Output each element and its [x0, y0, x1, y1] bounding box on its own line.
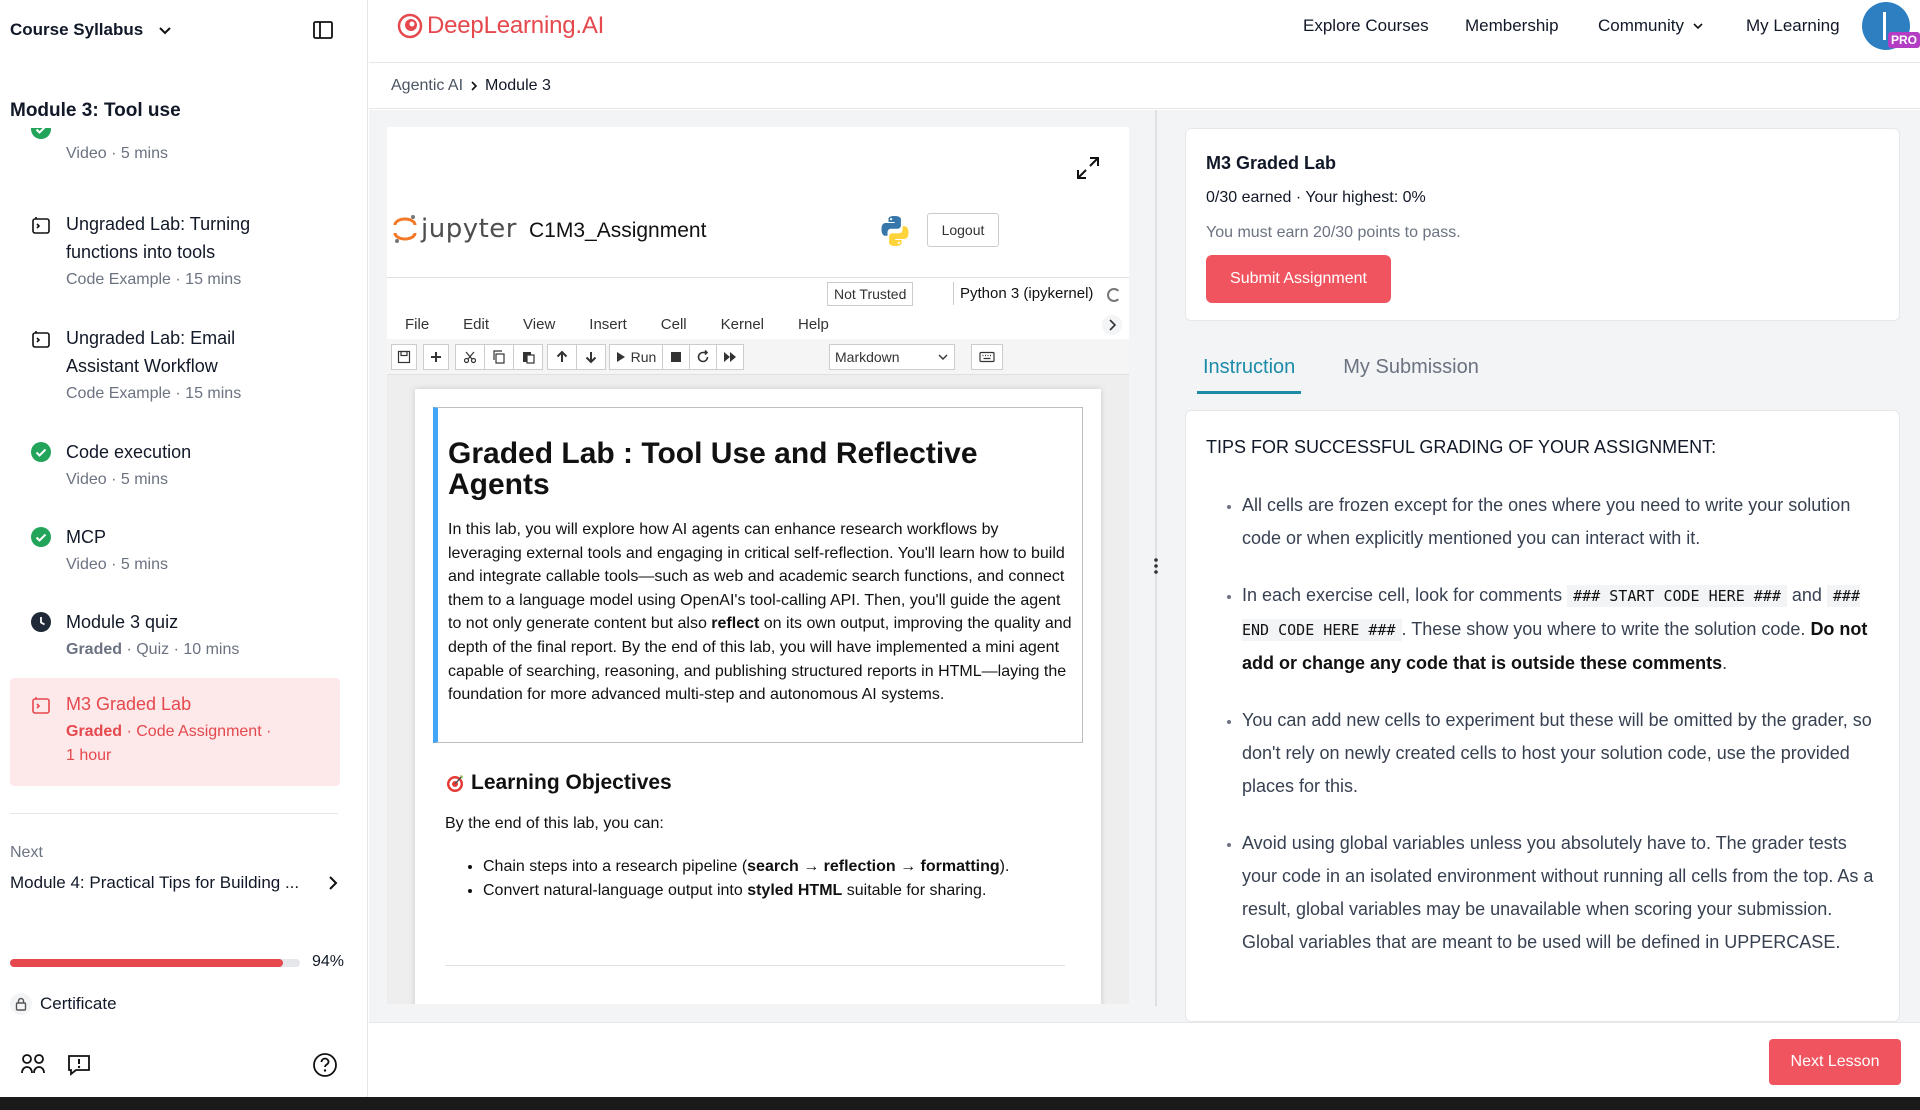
refresh-icon	[696, 350, 710, 364]
certificate-label: Certificate	[40, 994, 117, 1013]
tip2-text-d: .	[1722, 653, 1728, 673]
top-navigation	[369, 0, 1920, 63]
interrupt-button[interactable]	[662, 344, 690, 370]
logout-button[interactable]: Logout	[927, 213, 999, 247]
chevron-right-icon	[326, 875, 340, 891]
sidebar-divider	[10, 813, 338, 814]
cell-text-1: In this lab, you will explore how AI agents can enhance research workflows by leveraging external tools and engaging in critical self-reflection. You'll learn how to build and integrate callable tools—such as web and academic search functions, and connect them to a language model using OpenAI's tool-calling API. Then, you'll guide the agent to not only generate content but also	[448, 521, 1065, 633]
obj2-post: suitable for sharing.	[842, 882, 987, 899]
obj1-bold: search → reflection → formatting	[747, 858, 1000, 875]
cell-text-bold: reflect	[711, 615, 760, 633]
lab-icon	[30, 329, 52, 351]
clock-icon	[30, 611, 52, 633]
section-divider	[445, 965, 1065, 966]
jupyter-logo-icon	[393, 213, 417, 245]
fast-forward-icon	[723, 351, 737, 363]
cell-type-value: Markdown	[835, 349, 900, 365]
list-item: • Avoid using global variables unless you absolutely have to. The grader tests your code in an isolated environment without running all cells from the top. As a result, global variables may be unavailable when scoring your submission. Global variables that are meant to be used will be defined in UPPERCASE.	[1242, 827, 1884, 959]
lab-icon	[30, 215, 52, 237]
plus-icon	[429, 350, 443, 364]
syllabus-title[interactable]: Course Syllabus	[10, 20, 144, 39]
cut-button[interactable]	[455, 344, 485, 370]
kernel-status-icon	[1107, 288, 1121, 302]
trust-indicator[interactable]: Not Trusted	[827, 282, 913, 306]
sidebar-item-meta: Video · 5 mins	[66, 471, 168, 488]
obj2-bold: styled HTML	[747, 882, 843, 899]
scissors-icon	[463, 350, 477, 364]
end-code-marker: ### END CODE HERE ###	[1242, 587, 1860, 639]
course-progress-percent: 94%	[312, 953, 345, 970]
move-up-button[interactable]	[547, 344, 577, 370]
submit-assignment-button[interactable]: Submit Assignment	[1206, 255, 1391, 303]
sidebar-item-meta: Code Example · 15 mins	[66, 385, 242, 402]
command-palette-button[interactable]	[971, 344, 1003, 370]
arrow-up-icon	[555, 350, 569, 364]
kernel-indicator[interactable]: Python 3 (ipykernel)	[953, 282, 1099, 305]
sidebar-toggle-icon[interactable]	[312, 19, 334, 41]
chevron-down-icon[interactable]	[157, 22, 173, 38]
syllabus-list	[10, 128, 340, 788]
drag-handle-icon[interactable]	[1151, 556, 1161, 576]
avatar[interactable]	[1862, 2, 1918, 50]
chevron-right-icon[interactable]	[1101, 314, 1123, 336]
breadcrumb-bar	[369, 64, 1920, 109]
tab-my-submission[interactable]: My Submission	[1343, 356, 1479, 378]
breadcrumb-current: Module 3	[485, 77, 551, 94]
module-title: Module 3: Tool use	[10, 100, 181, 121]
python-logo-icon	[877, 213, 913, 249]
sidebar-item-title: Ungraded Lab: Turning	[66, 214, 251, 234]
menu-file[interactable]: File	[405, 316, 430, 333]
arrow-down-icon	[584, 350, 598, 364]
jupyter-header	[393, 213, 1123, 253]
course-progress-fill	[10, 959, 283, 967]
logo-text: DeepLearning.AI	[427, 12, 605, 39]
next-module-link[interactable]	[10, 870, 340, 896]
save-icon	[397, 350, 411, 364]
tab-instruction[interactable]: Instruction	[1197, 354, 1301, 394]
sidebar-item-title: Code execution	[66, 442, 192, 462]
avatar-initial	[1883, 12, 1886, 40]
menu-insert[interactable]: Insert	[589, 316, 627, 333]
sidebar-item-meta	[66, 720, 316, 744]
keyboard-icon	[979, 351, 995, 363]
pro-badge: PRO	[1888, 32, 1920, 48]
cell-text-2: on its own output, improving the quality and depth of the final report. By the end of this lab, you will have implemented a mini agent capable of searching, reasoning, and publishing structured reports in HTML—laying the foundation for more advanced multi-step and autonomous AI systems.	[448, 615, 1072, 704]
next-label: Next	[10, 844, 43, 861]
sidebar-item-meta-text: · Quiz · 10 mins	[122, 641, 240, 658]
paste-icon	[521, 350, 535, 364]
copy-icon	[492, 350, 506, 364]
sidebar-item-ungraded-lab-email[interactable]	[10, 324, 340, 424]
cell-type-select[interactable]	[829, 344, 955, 370]
list-item	[483, 855, 1009, 879]
sidebar-item-title-line2: functions into tools	[66, 242, 216, 262]
check-circle-icon	[30, 441, 52, 463]
lesson-footer	[369, 1022, 1920, 1097]
cell-description	[448, 518, 1074, 707]
graded-lab-card	[1185, 128, 1900, 321]
deeplearning-logo[interactable]	[397, 12, 604, 40]
list-item	[483, 879, 1009, 903]
next-module-title: Module 4: Practical Tips for Building ...	[10, 873, 300, 892]
run-button[interactable]	[609, 344, 663, 370]
feedback-icon[interactable]	[66, 1052, 92, 1078]
instructions-panel	[1185, 410, 1900, 1022]
copy-button[interactable]	[484, 344, 514, 370]
course-progress-bar	[10, 959, 300, 967]
jupyter-menubar	[387, 277, 1129, 343]
nav-my-learning[interactable]: My Learning	[1746, 16, 1840, 35]
obj1-pre: Chain steps into a research pipeline (	[483, 858, 748, 875]
run-label: Run	[630, 349, 657, 365]
sidebar-item-partial[interactable]	[10, 128, 340, 168]
chevron-right-icon	[469, 80, 479, 92]
lab-score: 0/30 earned · Your highest: 0%	[1206, 189, 1426, 206]
jupyter-toolbar	[387, 339, 1129, 375]
next-lesson-button[interactable]: Next Lesson	[1769, 1039, 1901, 1085]
play-icon	[616, 351, 626, 363]
graded-label: Graded	[66, 641, 123, 658]
tip2-warning: Do not add or change any code that is outside these comments	[1242, 619, 1868, 673]
tip2-text-a: In each exercise cell, look for comments	[1242, 585, 1568, 605]
sidebar-item-title: Ungraded Lab: Email	[66, 328, 236, 348]
check-circle-icon	[30, 526, 52, 548]
lesson-content	[369, 110, 1920, 1022]
menu-kernel[interactable]: Kernel	[720, 316, 764, 333]
lab-title: M3 Graded Lab	[1206, 153, 1337, 173]
check-circle-icon	[30, 128, 52, 140]
certificate-link[interactable]	[10, 993, 117, 1015]
sidebar-item-meta-line2: 1 hour	[66, 747, 112, 764]
logo-mark-icon	[397, 13, 423, 39]
tip2-text-b: and	[1786, 585, 1827, 605]
menu-edit[interactable]: Edit	[463, 316, 490, 333]
jupyter-menu	[405, 316, 863, 333]
list-item: • All cells are frozen except for the ones where you need to write your solution code or when explicitly mentioned you can interact with it.	[1242, 489, 1884, 555]
chevron-down-icon	[1692, 21, 1704, 31]
nav-community-label: Community	[1598, 16, 1684, 35]
assignment-tabs	[1197, 354, 1521, 394]
course-sidebar	[0, 0, 368, 1097]
learning-objectives-list	[467, 855, 1009, 903]
save-button[interactable]	[391, 344, 417, 370]
move-down-button[interactable]	[576, 344, 606, 370]
help-icon[interactable]	[312, 1052, 338, 1078]
sidebar-item-meta: Video · 5 mins	[66, 145, 168, 162]
restart-run-all-button[interactable]	[716, 344, 744, 370]
syllabus-header	[10, 18, 358, 42]
sidebar-item-mcp[interactable]	[10, 523, 340, 583]
lock-icon	[10, 993, 32, 1015]
instructions-list	[1224, 489, 1884, 983]
instructions-heading: TIPS FOR SUCCESSFUL GRADING OF YOUR ASSIGNMENT:	[1206, 437, 1717, 457]
notebook-page	[415, 389, 1101, 1004]
sidebar-item-meta: Video · 5 mins	[66, 556, 168, 573]
sidebar-item-code-execution[interactable]	[10, 438, 340, 498]
jupyter-logo[interactable]	[393, 213, 517, 245]
tip2-text-c: . These show you where to write the solution code.	[1401, 619, 1811, 639]
list-item	[1242, 579, 1884, 680]
learning-objectives-intro: By the end of this lab, you can:	[445, 815, 664, 832]
paste-button[interactable]	[513, 344, 543, 370]
insert-cell-button[interactable]	[423, 344, 449, 370]
menu-view[interactable]: View	[523, 316, 556, 333]
learning-objectives-heading	[445, 771, 672, 795]
notebook-name[interactable]: C1M3_Assignment	[529, 219, 707, 242]
sidebar-item-title: M3 Graded Lab	[66, 694, 192, 714]
graded-label: Graded	[66, 723, 123, 740]
chevron-down-icon	[938, 353, 948, 361]
sidebar-item-meta: Code Example · 15 mins	[66, 271, 242, 288]
nav-explore-courses[interactable]: Explore Courses	[1303, 16, 1429, 35]
notebook-body	[387, 375, 1129, 1004]
os-dock-strip	[0, 1097, 1920, 1110]
learning-objectives-title: Learning Objectives	[471, 771, 672, 794]
list-item: • You can add new cells to experiment but these will be omitted by the grader, so don't rely on newly created cells to host your solution code, use the provided places for this.	[1242, 704, 1884, 803]
breadcrumb-course[interactable]: Agentic AI	[391, 77, 464, 94]
nav-community[interactable]	[1598, 16, 1704, 36]
obj1-post: ).	[999, 858, 1010, 875]
nav-membership[interactable]: Membership	[1465, 16, 1559, 35]
target-icon	[445, 773, 465, 793]
sidebar-item-meta	[66, 638, 316, 662]
breadcrumb	[391, 77, 551, 95]
sidebar-item-title: Module 3 quiz	[66, 612, 179, 632]
obj2-pre: Convert natural-language output into	[483, 882, 748, 899]
sidebar-item-module-quiz[interactable]	[10, 608, 340, 668]
menu-help[interactable]: Help	[798, 316, 829, 333]
expand-icon[interactable]	[1075, 155, 1101, 181]
lab-icon	[30, 695, 52, 717]
sidebar-item-m3-graded-lab[interactable]	[10, 678, 340, 786]
restart-button[interactable]	[689, 344, 717, 370]
sidebar-item-title: MCP	[66, 527, 106, 547]
sidebar-item-ungraded-lab-tools[interactable]	[10, 210, 340, 310]
markdown-cell[interactable]	[433, 407, 1083, 743]
community-icon[interactable]	[20, 1052, 46, 1078]
stop-icon	[670, 351, 682, 363]
sidebar-item-meta-text: · Code Assignment ·	[122, 723, 272, 740]
start-code-marker: ### START CODE HERE ###	[1567, 585, 1787, 607]
cell-title: Graded Lab : Tool Use and Reflective Agents	[448, 437, 978, 501]
jupyter-notebook-panel	[387, 127, 1129, 1004]
sidebar-item-title-line2: Assistant Workflow	[66, 356, 218, 376]
menu-cell[interactable]: Cell	[660, 316, 687, 333]
jupyter-wordmark: jupyter	[421, 214, 517, 244]
pass-requirement: You must earn 20/30 points to pass.	[1206, 224, 1461, 241]
